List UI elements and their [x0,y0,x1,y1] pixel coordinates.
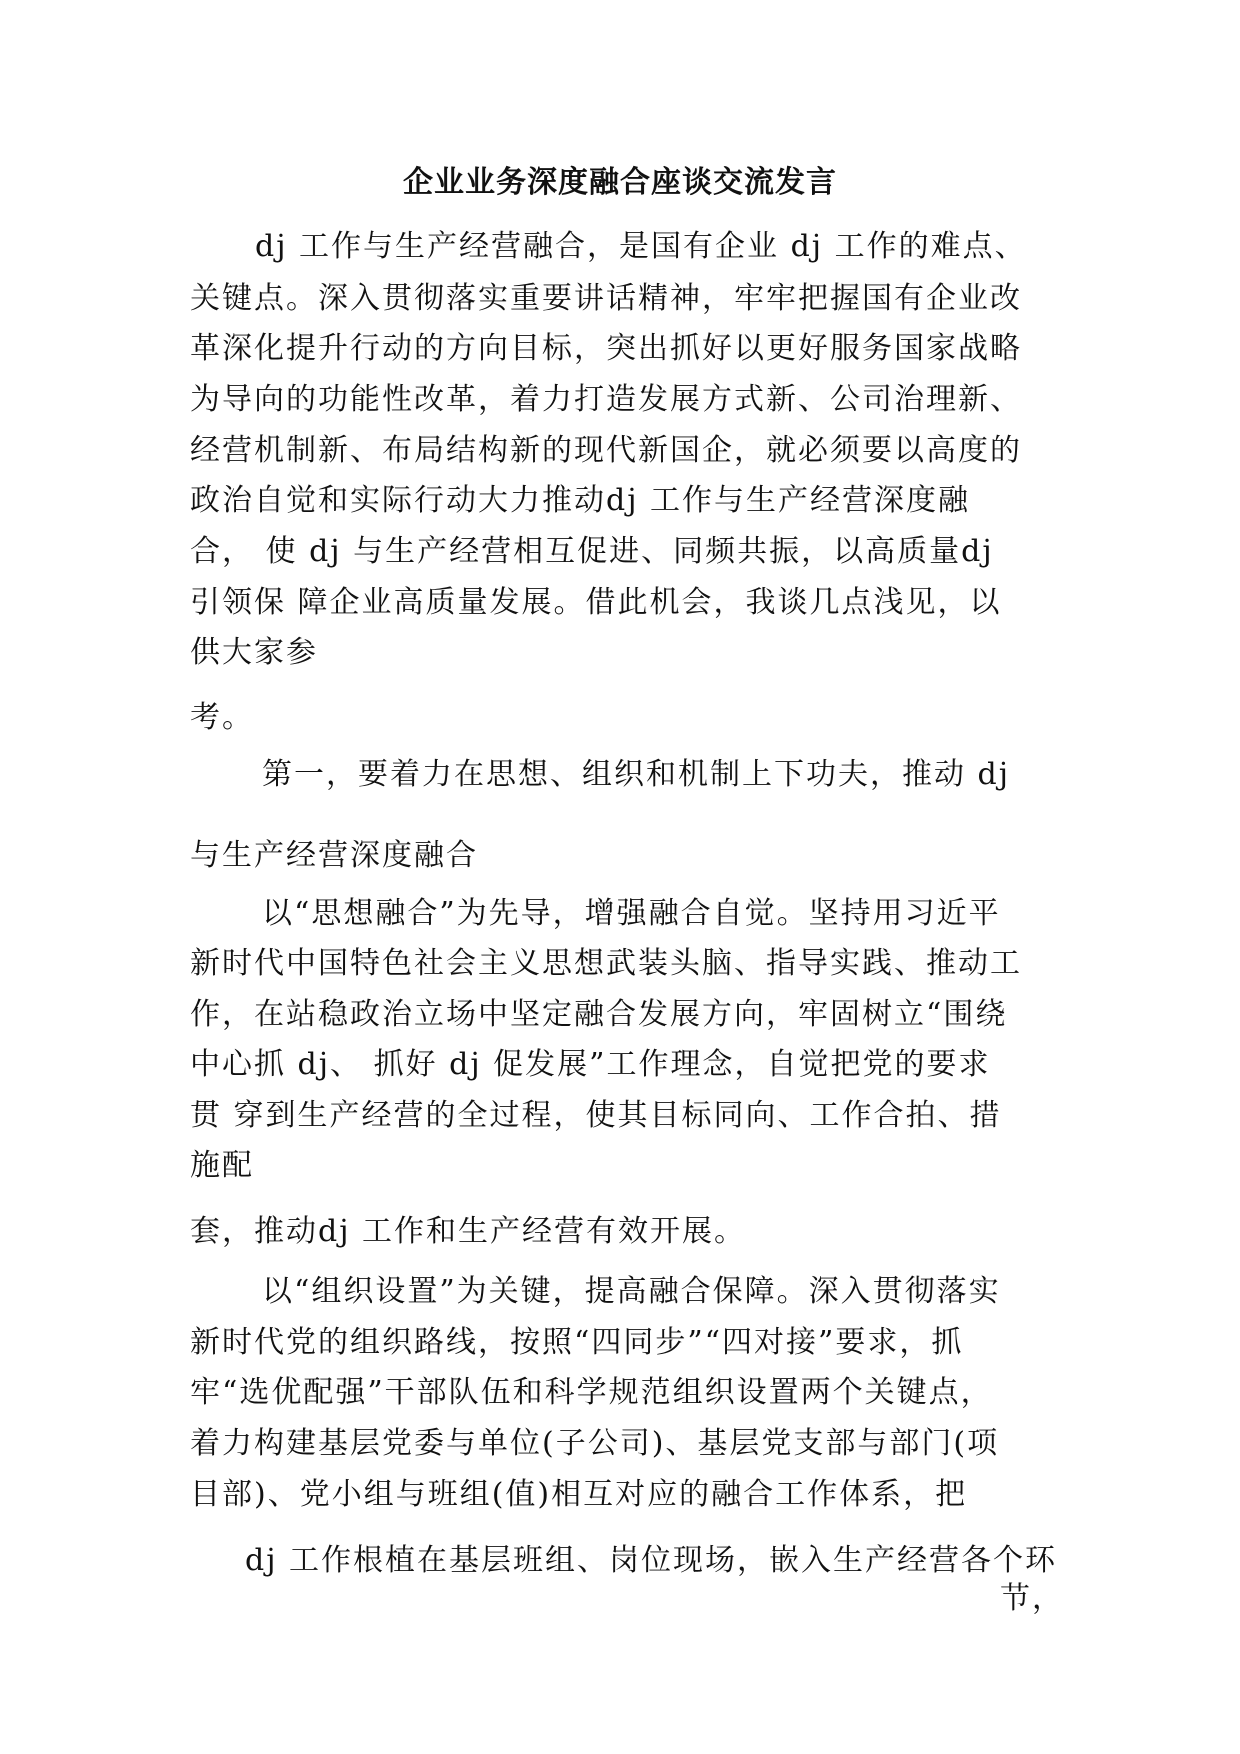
paragraph-line: 政治自觉和实际行动大力推动dj 工作与生产经营深度融 [190,483,971,518]
document-title: 企业业务深度融合座谈交流发言 [403,165,837,200]
paragraph-line: 新时代党的组织路线，按照“四同步”“四对接”要求，抓 [190,1325,964,1360]
paragraph-line: 引领保 障企业高质量发展。借此机会，我谈几点浅见，以 [190,585,1002,620]
paragraph-line: dj 工作与生产经营融合，是国有企业 dj 工作的难点、 [255,229,1027,264]
paragraph-line: 考。 [190,700,254,735]
paragraph-line: 着力构建基层党委与单位(子公司)、基层党支部与部门(项 [190,1426,1000,1461]
paragraph-line: 套，推动dj 工作和生产经营有效开展。 [190,1214,747,1249]
paragraph-line: dj 工作根植在基层班组、岗位现场，嵌入生产经营各个环 [245,1543,1058,1578]
section-heading: 第一，要着力在思想、组织和机制上下功夫，推动 dj [262,757,1011,792]
paragraph-line: 贯 穿到生产经营的全过程，使其目标同向、工作合拍、措 [190,1098,1002,1133]
paragraph-line: 合， 使 dj 与生产经营相互促进、同频共振，以高质量dj [190,534,994,569]
section-heading: 与生产经营深度融合 [190,838,478,873]
paragraph-line: 牢“选优配强”干部队伍和科学规范组织设置两个关键点， [190,1375,993,1410]
paragraph-line: 作，在站稳政治立场中坚定融合发展方向，牢固树立“围绕 [190,997,1008,1032]
paragraph-line: 革深化提升行动的方向目标，突出抓好以更好服务国家战略 [190,331,1022,366]
paragraph-line: 以“思想融合”为先导，增强融合自觉。坚持用习近平 [262,896,1001,931]
paragraph-line: 施配 [190,1148,254,1183]
paragraph-line: 目部)、党小组与班组(值)相互对应的融合工作体系，把 [190,1477,968,1512]
paragraph-line: 节， [1000,1581,1064,1616]
paragraph-line: 经营机制新、布局结构新的现代新国企，就必须要以高度的 [190,433,1022,468]
paragraph-line: 以“组织设置”为关键，提高融合保障。深入贯彻落实 [262,1274,1001,1309]
paragraph-line: 关键点。深入贯彻落实重要讲话精神，牢牢把握国有企业改 [190,281,1022,316]
paragraph-line: 供大家参 [190,635,318,670]
paragraph-line: 中心抓 dj、 抓好 dj 促发展”工作理念，自觉把党的要求 [190,1047,991,1082]
paragraph-line: 为导向的功能性改革，着力打造发展方式新、公司治理新、 [190,382,1022,417]
paragraph-line: 新时代中国特色社会主义思想武装头脑、指导实践、推动工 [190,946,1022,981]
